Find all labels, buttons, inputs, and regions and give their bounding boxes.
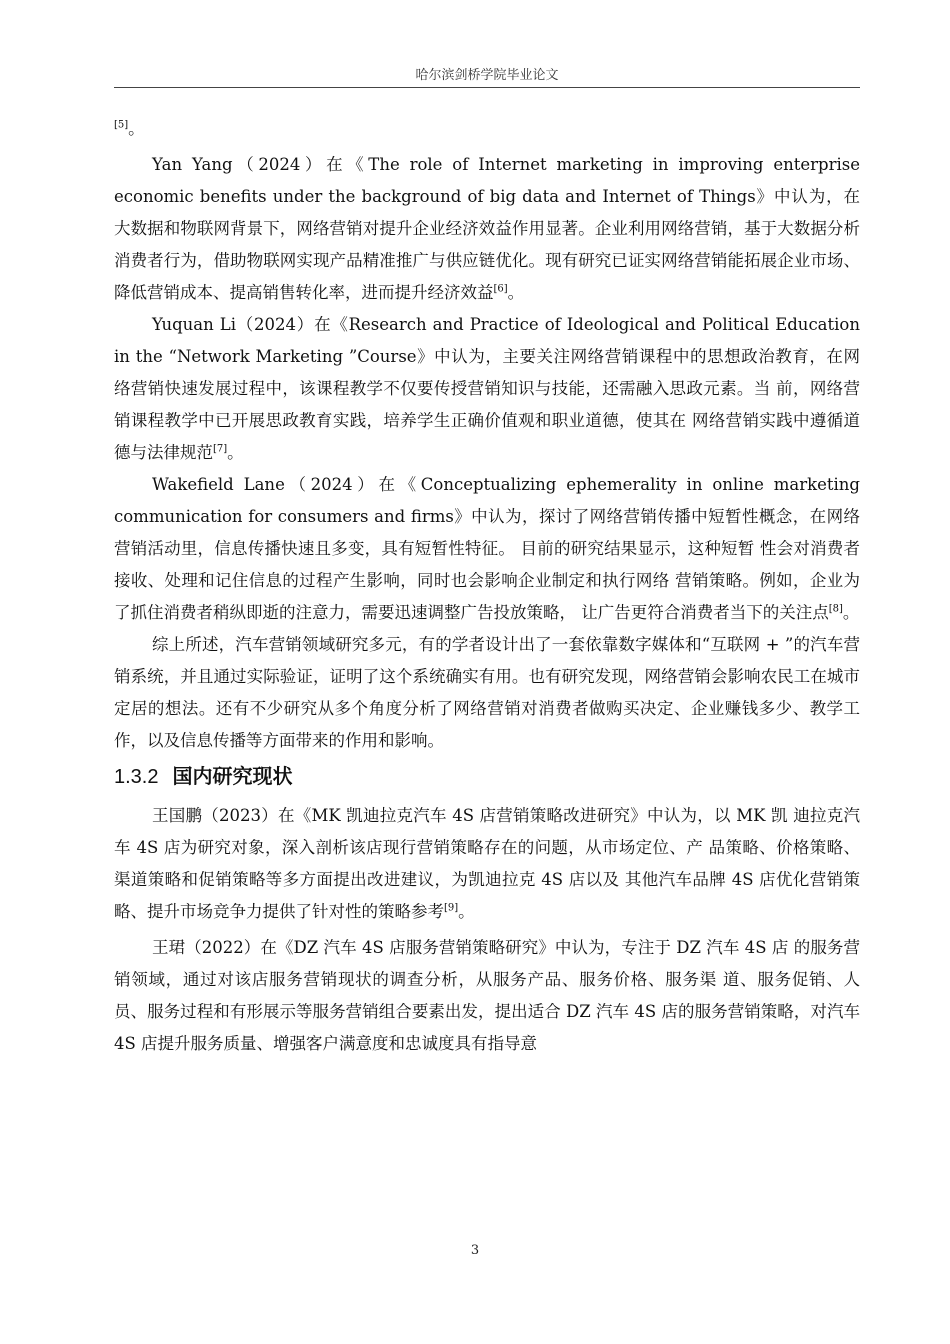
page-number: 3 (470, 1243, 480, 1258)
paragraph-wang-jun (114, 932, 860, 1060)
paragraph-yan-yang (114, 149, 860, 309)
paragraph-yuquan-li (114, 309, 860, 469)
paragraph-end-mark: 。 (227, 443, 244, 462)
section-heading (114, 759, 860, 794)
citation-6: [6] (493, 283, 508, 295)
paragraph-end-mark: 。 (128, 119, 145, 138)
section-title: 国内研究现状 (172, 764, 293, 788)
section-number: 1.3.2 (114, 766, 159, 788)
citation-7: [7] (213, 443, 228, 455)
citation-8: [8] (828, 603, 843, 615)
header-rule (114, 87, 860, 88)
paragraph-continuation (114, 115, 860, 143)
paragraph-wakefield-lane (114, 469, 860, 629)
paragraph-text: 王国鹏（2023）在《MK 凯迪拉克汽车 4S 店营销策略改进研究》中认为，以 MK 凯 迪拉克汽车 4S 店为研究对象，深入剖析该店现行营销策略存在的问题，从市场定位、产 品策略、价格策略、渠道策略和促销策略等多方面提出改进建议，为凯迪拉克 4S 店以及 其他汽车品牌 4S 店优化营销策略、提升市场竞争力提供了针对性的策略参考 (114, 806, 860, 921)
paragraph-end-mark: 。 (507, 283, 525, 302)
paragraph-end-mark: 。 (458, 902, 475, 921)
paragraph-text: Yan Yang（2024）在《The role of Internet marketing in improving enterprise economic benefits under the background of big data and Internet of Things》中认为，在大数据和物联网背景下，网络营销对提升企业经济效益作用显著。企业利用网络营销，基于大数据分析消费者行为，借助物联网实现产品精准推广与供应链优化。现有研究已证实网络营销能拓展企业市场、降低营销成本、提高销售转化率，进而提升经济效益 (114, 155, 860, 302)
page-body (114, 115, 860, 1060)
citation-9: [9] (444, 902, 459, 914)
paragraph-text: 综上所述，汽车营销领域研究多元，有的学者设计出了一套依靠数字媒体和“互联网 + ”的汽车营销系统，并且通过实际验证，证明了这个系统确实有用。也有研究发现，网络营销会影响农民工在城市定居的想法。还有不少研究从多个角度分析了网络营销对消费者做购买决定、企业赚钱多少、教学工作，以及信息传播等方面带来的作用和影响。 (114, 635, 860, 750)
paragraph-summary (114, 629, 860, 757)
citation-5: [5] (114, 119, 129, 131)
paragraph-end-mark: 。 (842, 603, 860, 622)
paragraph-text: 王珺（2022）在《DZ 汽车 4S 店服务营销策略研究》中认为，专注于 DZ 汽车 4S 店 的服务营销领域，通过对该店服务营销现状的调查分析，从服务产品、服务价格、服务渠 道、服务促销、人员、服务过程和有形展示等服务营销组合要素出发，提出适合 DZ 汽车 4S 店的服务营销策略，对汽车 4S 店提升服务质量、增强客户满意度和忠诚度具有指导意 (114, 938, 860, 1053)
running-header: 哈尔滨剑桥学院毕业论文 (415, 68, 559, 83)
paragraph-wang-guopeng (114, 800, 860, 928)
paragraph-text: Yuquan Li（2024）在《Research and Practice of Ideological and Political Education in the “Network Marketing ”Course》中认为，主要关注网络营销课程中的思想政治教育，在网 络营销快速发展过程中，该课程教学不仅要传授营销知识与技能，还需融入思政元素。当 前，网络营销课程教学中已开展思政教育实践，培养学生正确价值观和职业道德，使其在 网络营销实践中遵循道德与法律规范 (114, 315, 860, 462)
paragraph-text: Wakefield Lane（2024）在《Conceptualizing ephemerality in online marketing communication for consumers and firms》中认为，探讨了网络营销传播中短暂性概念，在网络营销活动里，信息传播快速且多变，具有短暂性特征。 目前的研究结果显示，这种短暂 性会对消费者接收、处理和记住信息的过程产生影响，同时也会影响企业制定和执行网络 营销策略。例如，企业为了抓住消费者稍纵即逝的注意力，需要迅速调整广告投放策略， 让广告更符合消费者当下的关注点 (114, 475, 860, 622)
